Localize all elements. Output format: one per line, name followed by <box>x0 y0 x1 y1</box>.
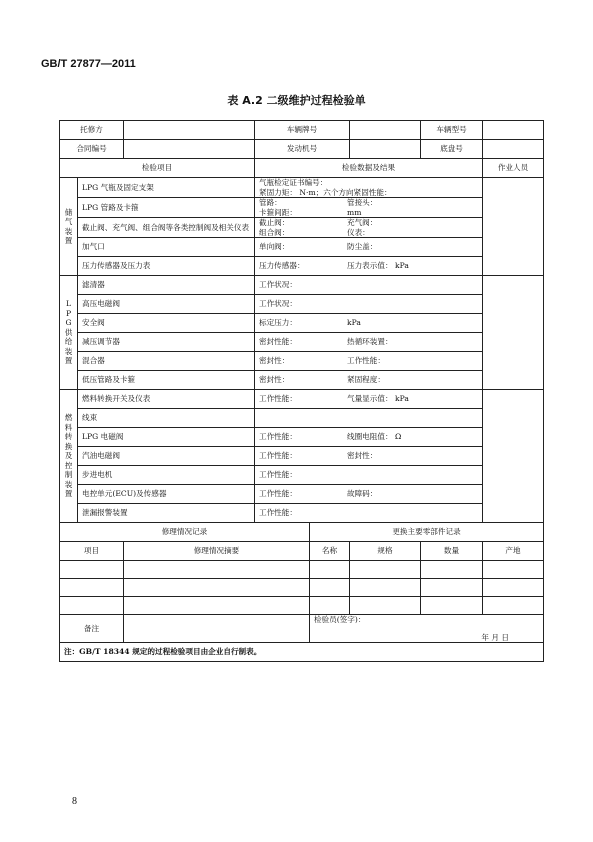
remark-field[interactable] <box>124 615 310 643</box>
supply-worker[interactable] <box>483 276 544 390</box>
chassis-field[interactable] <box>483 140 544 159</box>
storage-item-4: 加气口 <box>78 238 255 257</box>
record-cell-qty[interactable] <box>421 597 483 615</box>
storage-item-5: 压力传感器及压力表 <box>78 257 255 276</box>
records-col-qty: 数量 <box>421 542 483 561</box>
storage-data-2[interactable] <box>255 198 483 218</box>
records-col-spec: 规格 <box>350 542 421 561</box>
storage-data-1-line-2: 紧固力矩： N·m；六个方向紧固性能： <box>259 187 392 197</box>
supply-data-5-a: 密封性： <box>259 356 290 366</box>
supply-data-2[interactable]: 工作状况： <box>255 295 483 314</box>
control-data-3-b: 线圈电阻值： Ω <box>347 432 402 442</box>
storage-row-4 <box>60 238 544 257</box>
storage-row-2 <box>60 198 544 218</box>
control-item-4: 汽油电磁阀 <box>78 447 255 466</box>
record-cell-name[interactable] <box>310 561 350 579</box>
control-data-1-a: 工作性能： <box>259 394 297 404</box>
supply-data-3-a: 标定压力： <box>259 318 297 328</box>
control-worker[interactable] <box>483 390 544 523</box>
supply-data-5[interactable] <box>255 352 483 371</box>
column-header-data: 检验数据及结果 <box>255 159 483 178</box>
records-col-summary: 修理情况摘要 <box>124 542 310 561</box>
supply-row-5 <box>60 352 544 371</box>
record-cell-summary[interactable] <box>124 561 310 579</box>
supply-data-3[interactable] <box>255 314 483 333</box>
control-row-7 <box>60 504 544 523</box>
storage-item-3: 截止阀、充气阀、组合阀等各类控制阀及相关仪表 <box>78 218 255 238</box>
table-title: 表 A.2 二级维护过程检验单 <box>227 94 366 107</box>
plate-field[interactable] <box>350 121 421 140</box>
record-cell-origin[interactable] <box>483 579 544 597</box>
control-row-1 <box>60 390 544 409</box>
storage-data-1[interactable] <box>255 178 483 198</box>
control-item-3: LPG 电磁阀 <box>78 428 255 447</box>
engine-label: 发动机号 <box>255 140 350 159</box>
parts-record-title: 更换主要零部件记录 <box>310 523 544 542</box>
control-data-3-a: 工作性能： <box>259 432 297 442</box>
inspector-label: 检验员(签字)： <box>314 615 366 624</box>
record-cell-origin[interactable] <box>483 597 544 615</box>
record-cell-name[interactable] <box>310 579 350 597</box>
storage-row-1 <box>60 178 544 198</box>
control-data-6-a: 工作性能： <box>259 489 297 499</box>
supply-item-4: 减压调节器 <box>78 333 255 352</box>
records-col-item: 项目 <box>60 542 124 561</box>
page-number: 8 <box>72 796 77 807</box>
supply-item-2: 高压电磁阀 <box>78 295 255 314</box>
record-cell-qty[interactable] <box>421 561 483 579</box>
storage-row-5 <box>60 257 544 276</box>
records-col-name: 名称 <box>310 542 350 561</box>
control-item-7: 泄漏报警装置 <box>78 504 255 523</box>
control-data-5[interactable]: 工作性能： <box>255 466 483 485</box>
column-header-item: 检验项目 <box>60 159 255 178</box>
record-cell-origin[interactable] <box>483 561 544 579</box>
section-storage-label: 储 气 装 置 <box>60 178 78 276</box>
storage-data-4-a: 单向阀： <box>259 242 290 252</box>
inspection-form-table <box>59 120 544 662</box>
control-data-7[interactable]: 工作性能： <box>255 504 483 523</box>
control-data-4[interactable] <box>255 447 483 466</box>
storage-data-5[interactable] <box>255 257 483 276</box>
control-item-2: 线束 <box>78 409 255 428</box>
storage-data-2-b1: 管接头： <box>347 198 378 207</box>
model-label: 车辆型号 <box>421 121 483 140</box>
footnote: 注：GB/T 18344 规定的过程检验项目由企业自行制表。 <box>60 643 544 662</box>
date-label: 年 月 日 <box>481 632 509 642</box>
plate-label: 车辆牌号 <box>255 121 350 140</box>
storage-data-4[interactable] <box>255 238 483 257</box>
control-item-5: 步进电机 <box>78 466 255 485</box>
document-code: GB/T 27877—2011 <box>41 58 136 70</box>
storage-item-2: LPG 管路及卡箍 <box>78 198 255 218</box>
records-header-row <box>60 542 544 561</box>
supply-item-5: 混合器 <box>78 352 255 371</box>
storage-data-2-a1: 管路： <box>259 198 282 207</box>
storage-data-5-b: 压力表示值： kPa <box>347 261 409 271</box>
control-row-3 <box>60 428 544 447</box>
repair-record-title: 修理情况记录 <box>60 523 310 542</box>
control-data-6[interactable] <box>255 485 483 504</box>
record-cell-spec[interactable] <box>350 579 421 597</box>
storage-data-2-a2: 卡箍间距： <box>259 207 297 217</box>
control-data-4-b: 密封性： <box>347 451 378 461</box>
storage-worker[interactable] <box>483 178 544 276</box>
column-header-row <box>60 159 544 178</box>
storage-data-3-a1: 截止阀： <box>259 218 290 227</box>
storage-data-5-a: 压力传感器： <box>259 261 305 271</box>
storage-data-2-b2: mm <box>347 207 362 217</box>
model-field[interactable] <box>483 121 544 140</box>
control-data-2[interactable] <box>255 409 483 428</box>
supply-data-6[interactable] <box>255 371 483 390</box>
storage-item-1: LPG 气瓶及固定支架 <box>78 178 255 198</box>
supply-data-4-b: 热循环装置： <box>347 337 393 347</box>
record-cell-summary[interactable] <box>124 597 310 615</box>
section-supply-label: L P G 供 给 装 置 <box>60 276 78 390</box>
control-data-3[interactable] <box>255 428 483 447</box>
record-cell-item[interactable] <box>60 579 124 597</box>
record-cell-item[interactable] <box>60 597 124 615</box>
records-col-origin: 产地 <box>483 542 544 561</box>
storage-data-1-line-1: 气瓶检定证书编号： <box>259 178 328 187</box>
section-control-label: 燃 料 转 换 及 控 制 装 置 <box>60 390 78 523</box>
supply-data-3-b: kPa <box>347 318 361 328</box>
contract-field[interactable] <box>124 140 255 159</box>
control-row-6 <box>60 485 544 504</box>
supply-row-1 <box>60 276 544 295</box>
storage-data-3-a2: 组合阀： <box>259 227 290 237</box>
owner-label: 托修方 <box>60 121 124 140</box>
engine-field[interactable] <box>350 140 421 159</box>
records-blank-row <box>60 561 544 579</box>
control-row-2 <box>60 409 544 428</box>
supply-data-1[interactable]: 工作状况： <box>255 276 483 295</box>
record-cell-qty[interactable] <box>421 579 483 597</box>
inspector-cell[interactable] <box>310 615 544 643</box>
storage-data-3-b1: 充气阀： <box>347 218 378 227</box>
control-data-6-b: 故障码： <box>347 489 378 499</box>
control-data-1-b: 气量显示值： kPa <box>347 394 409 404</box>
supply-data-6-b: 紧固程度： <box>347 375 385 385</box>
supply-item-1: 滤清器 <box>78 276 255 295</box>
records-blank-row <box>60 579 544 597</box>
supply-item-3: 安全阀 <box>78 314 255 333</box>
chassis-label: 底盘号 <box>421 140 483 159</box>
record-cell-summary[interactable] <box>124 579 310 597</box>
supply-data-4[interactable] <box>255 333 483 352</box>
contract-label: 合同编号 <box>60 140 124 159</box>
control-data-1[interactable] <box>255 390 483 409</box>
record-cell-spec[interactable] <box>350 597 421 615</box>
record-cell-spec[interactable] <box>350 561 421 579</box>
supply-row-2 <box>60 295 544 314</box>
control-row-5 <box>60 466 544 485</box>
records-blank-row <box>60 597 544 615</box>
control-item-1: 燃料转换开关及仪表 <box>78 390 255 409</box>
supply-data-4-a: 密封性能： <box>259 337 297 347</box>
owner-field[interactable] <box>124 121 255 140</box>
supply-row-4 <box>60 333 544 352</box>
note-row <box>60 643 544 662</box>
storage-data-4-b: 防尘盖： <box>347 242 378 252</box>
records-title-row <box>60 523 544 542</box>
record-cell-name[interactable] <box>310 597 350 615</box>
supply-row-3 <box>60 314 544 333</box>
supply-data-6-a: 密封性： <box>259 375 290 385</box>
record-cell-item[interactable] <box>60 561 124 579</box>
remark-row <box>60 615 544 643</box>
remark-label: 备注 <box>60 615 124 643</box>
control-data-4-a: 工作性能： <box>259 451 297 461</box>
info-row-1 <box>60 121 544 140</box>
supply-data-5-b: 工作性能： <box>347 356 385 366</box>
storage-data-3[interactable] <box>255 218 483 238</box>
control-item-6: 电控单元(ECU)及传感器 <box>78 485 255 504</box>
control-row-4 <box>60 447 544 466</box>
column-header-worker: 作业人员 <box>483 159 544 178</box>
supply-row-6 <box>60 371 544 390</box>
info-row-2 <box>60 140 544 159</box>
storage-data-3-b2: 仪表： <box>347 227 370 237</box>
storage-row-3 <box>60 218 544 238</box>
supply-item-6: 低压管路及卡箍 <box>78 371 255 390</box>
